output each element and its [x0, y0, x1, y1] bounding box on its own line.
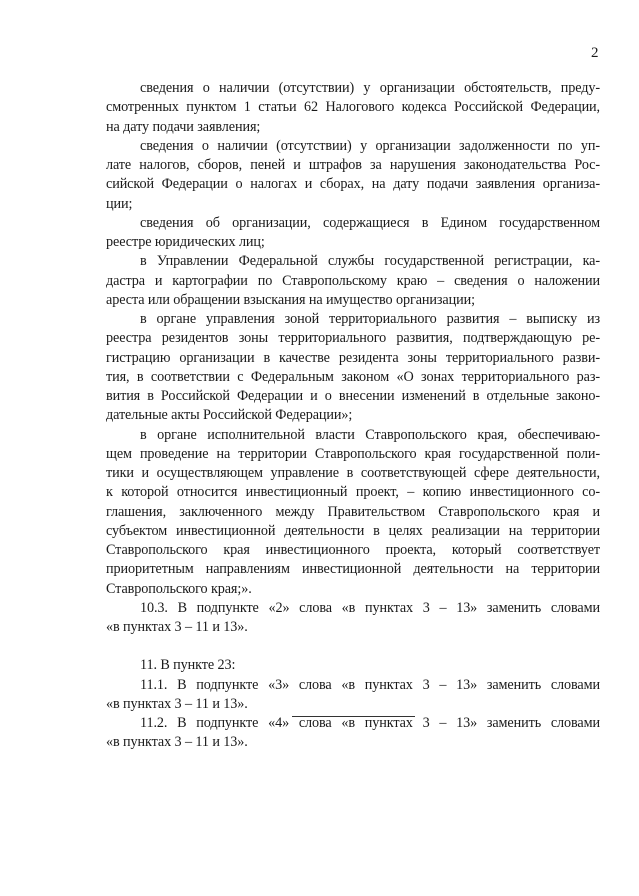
- page-number: 2: [591, 45, 599, 61]
- paragraph-amendment-11-2: [106, 714, 600, 753]
- text-line: сведения о наличии (отсутствии) у организации обстоятельств, преду-: [140, 80, 600, 96]
- text-line: ции;: [106, 195, 133, 212]
- text-line: в органе исполнительной власти Ставропольского края, обеспечиваю-: [140, 426, 600, 443]
- text-line: сведения об организации, содержащиеся в Едином государственном: [140, 214, 600, 231]
- text-line: лате налогов, сборов, пеней и штрафов за нарушения законодательства Рос-: [106, 157, 600, 173]
- paragraph-registration-service: [106, 252, 600, 310]
- text-line: «в пунктах 3 – 11 и 13».: [106, 695, 248, 712]
- text-line: вития в Российской Федерации и о внесении изменений в отдельные законо-: [106, 388, 600, 404]
- text-line: сийской Федерации о налогах и сборах, на дату подачи заявления организа-: [106, 176, 600, 193]
- text-line: тия, в соответствии с Федеральным законом «О зонах территориального раз-: [106, 368, 600, 385]
- text-line: дастра и картографии по Ставропольскому краю – сведения о наложении: [106, 272, 600, 289]
- text-line: дательные акты Российской Федерации»;: [106, 407, 353, 424]
- text-line: щем проведение на территории Ставропольского края государственной поли-: [106, 445, 600, 462]
- paragraph-item-11: [106, 656, 600, 675]
- text-line: реестре юридических лиц;: [106, 234, 265, 250]
- text-line: реестра резидентов зоны территориального развития, подтверждающую ре-: [106, 330, 600, 347]
- text-line: 11. В пункте 23:: [140, 657, 236, 674]
- paragraph-legal-entities-register: [106, 214, 600, 253]
- text-line: 11.2. В подпункте «4» слова «в пунктах 3 – 13» заменить словами: [140, 715, 600, 731]
- text-line: Ставропольского края инвестиционного проекта, который соответствует: [106, 542, 600, 558]
- text-line: гистрацию организации в качестве резидента зоны территориального разви-: [106, 349, 600, 366]
- text-line: в органе управления зоной территориального развития – выписку из: [140, 311, 600, 327]
- text-line: 10.3. В подпункте «2» слова «в пунктах 3 – 13» заменить словами: [140, 599, 600, 616]
- text-line: глашения, заключенного между Правительством Ставропольского края и: [106, 503, 600, 520]
- text-line: ареста или обращении взыскания на имущество организации;: [106, 291, 475, 308]
- text-line: «в пунктах 3 – 11 и 13».: [106, 619, 248, 635]
- end-of-document-rule: [292, 716, 415, 717]
- paragraph-executive-authority: [106, 426, 600, 599]
- text-line: сведения о наличии (отсутствии) у организации задолженности по уп-: [140, 137, 600, 154]
- document-body: [106, 79, 600, 753]
- text-line: в Управлении Федеральной службы государственной регистрации, ка-: [140, 253, 600, 270]
- text-line: к которой относится инвестиционный проект, – копию инвестиционного со-: [106, 484, 600, 501]
- text-line: субъектом инвестиционной деятельности в целях реализации на территории: [106, 522, 600, 539]
- paragraph-spacer: [106, 637, 600, 656]
- paragraph-tax-debt: [106, 137, 600, 214]
- text-line: 11.1. В подпункте «3» слова «в пунктах 3 – 13» заменить словами: [140, 676, 600, 693]
- text-line: «в пунктах 3 – 11 и 13».: [106, 734, 248, 751]
- text-line: Ставропольского края;».: [106, 580, 252, 597]
- text-line: приоритетным направлениям инвестиционной деятельности на территории: [106, 561, 600, 578]
- text-line: на дату подачи заявления;: [106, 118, 261, 135]
- text-line: тики и осуществляющем управление в соответствующей сфере деятельности,: [106, 465, 600, 481]
- paragraph-development-zone: [106, 310, 600, 426]
- paragraph-tax-code-circumstances: [106, 79, 600, 137]
- text-line: смотренных пунктом 1 статьи 62 Налогового кодекса Российской Федерации,: [106, 99, 600, 116]
- paragraph-amendment-10-3: [106, 599, 600, 638]
- paragraph-amendment-11-1: [106, 676, 600, 715]
